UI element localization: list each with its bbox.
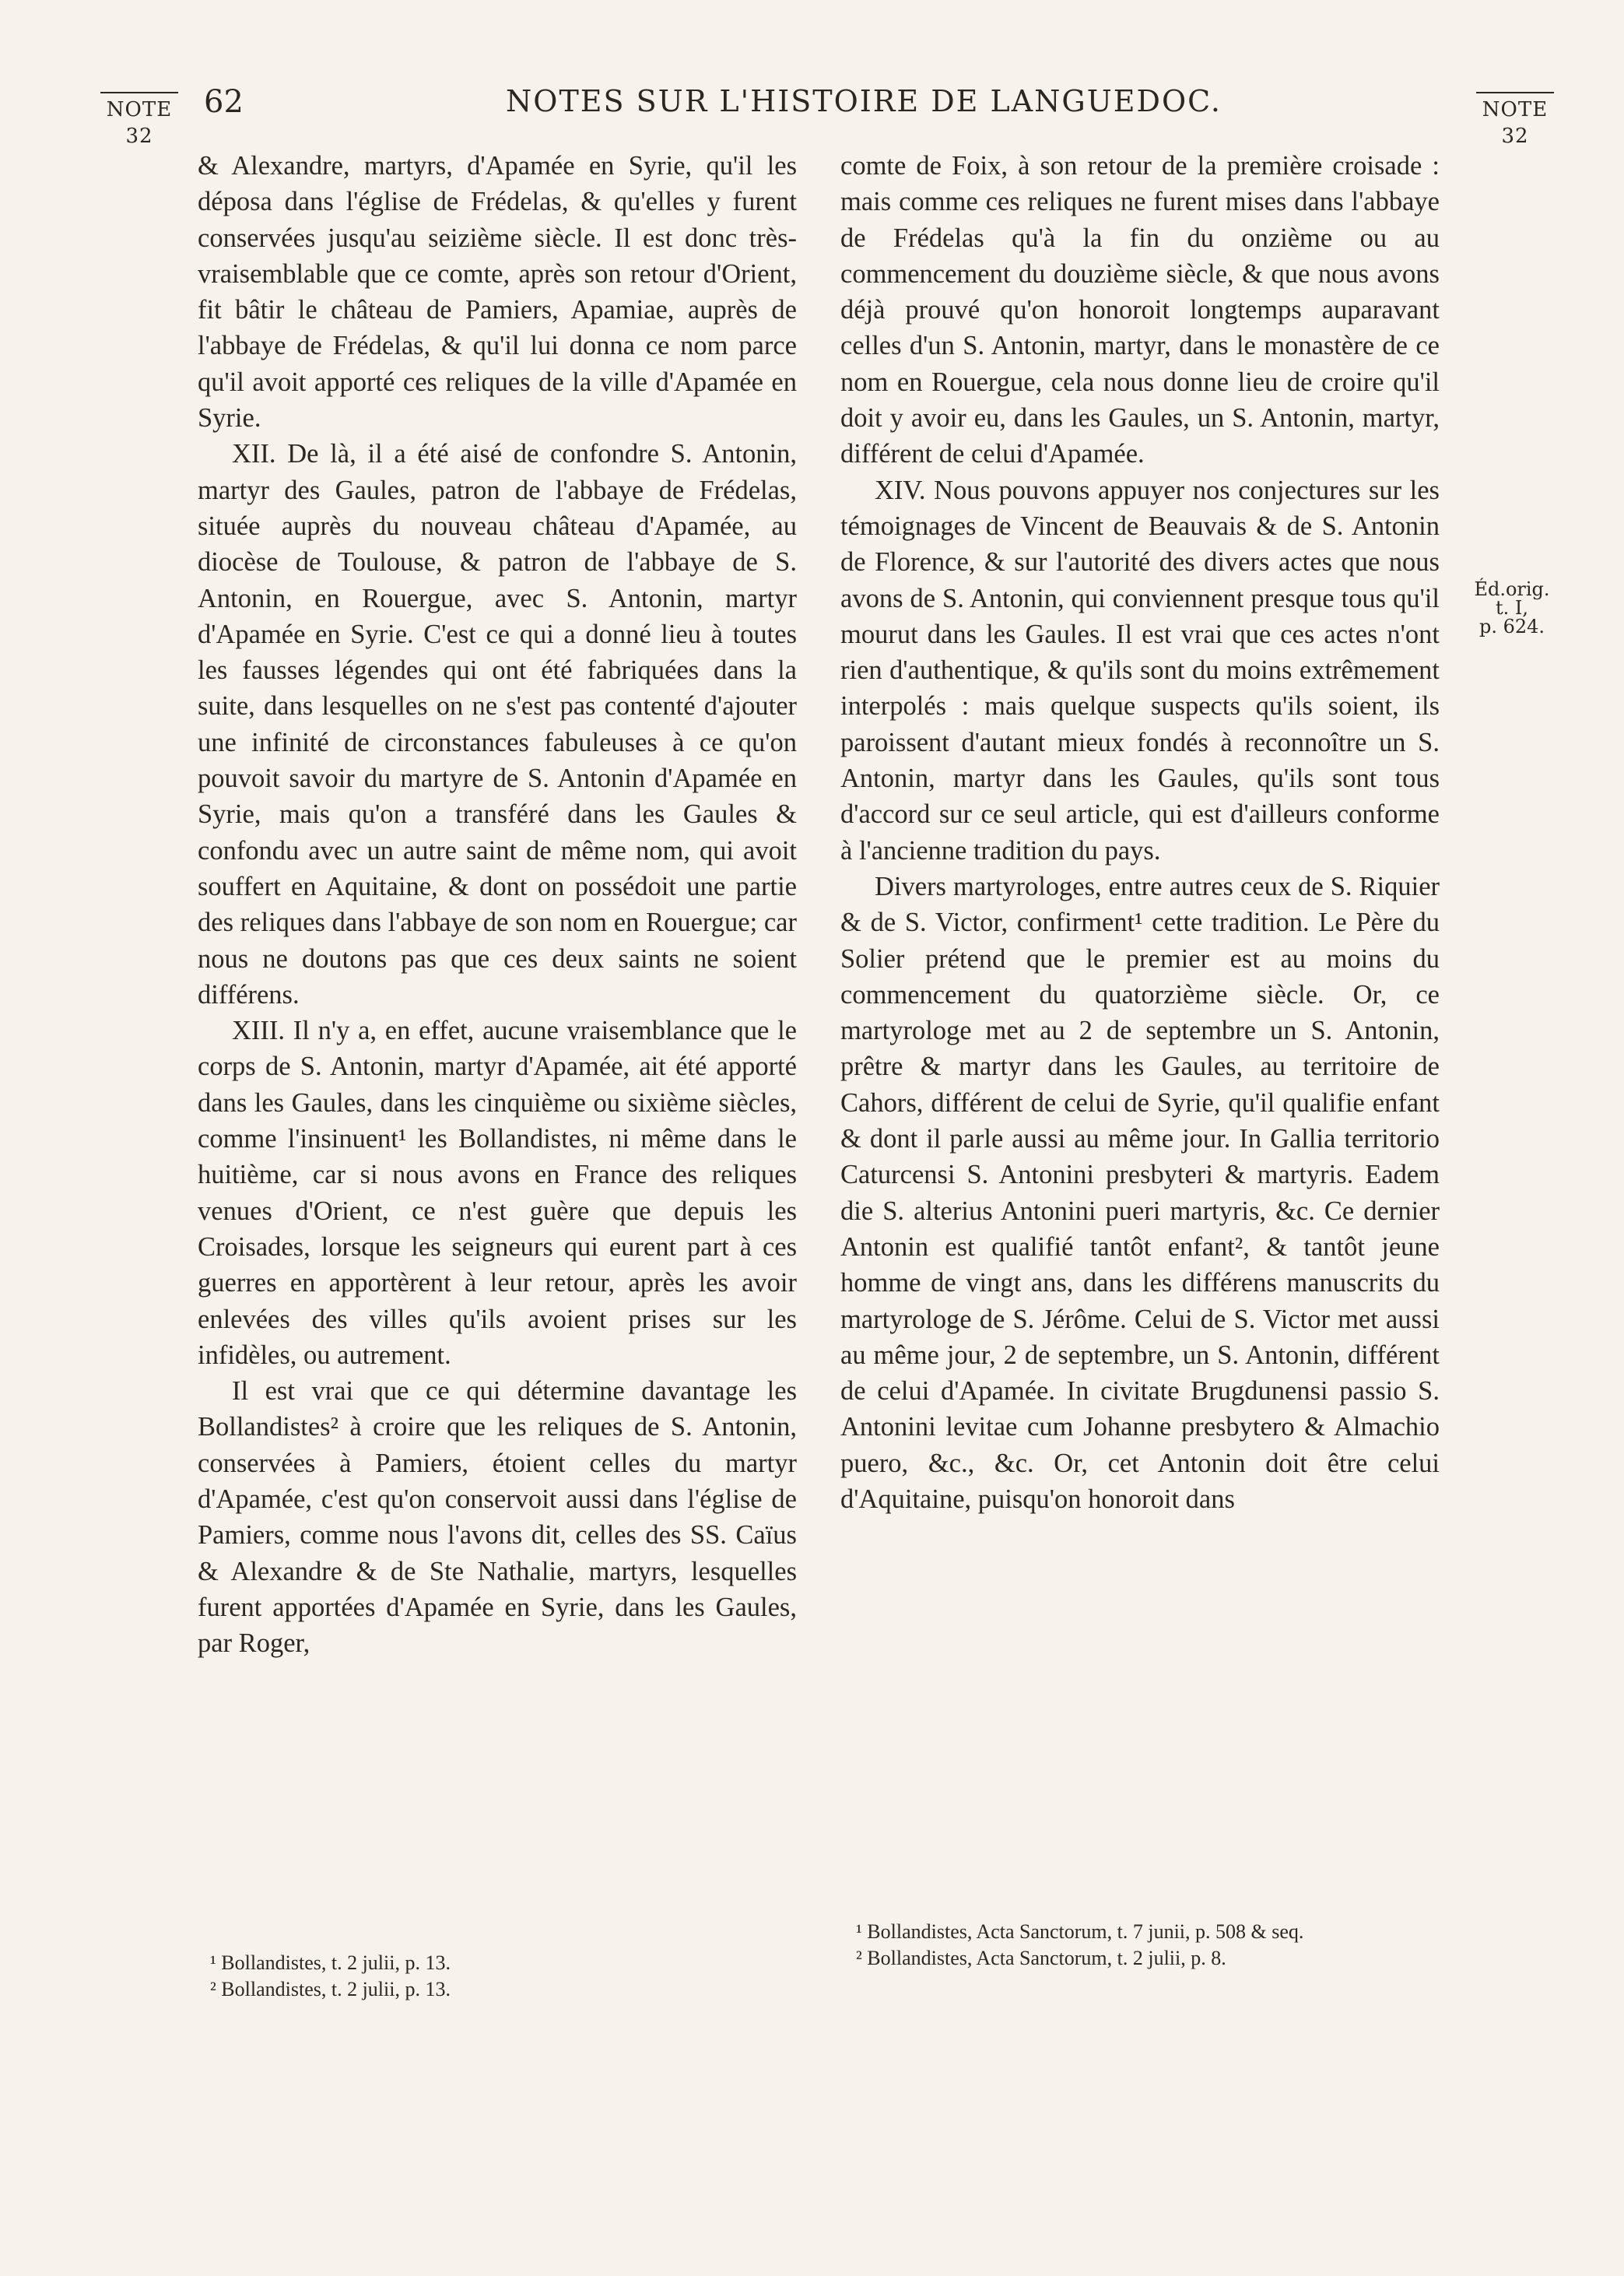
margin-line: Éd.orig.	[1474, 578, 1550, 600]
paragraph-section-xiv: XIV. Nous pouvons appuyer nos conjectures sur les témoignages de Vincent de Beauvais & de S. Antonin de Florence, & sur l'autorité des divers actes que nous avons de S. Antonin, qui conviennent presque tous qu'il mourut dans les Gaules. Il est vrai que ces actes n'ont rien d'authentique, & qu'ils sont du moins extrêmement interpolés : mais quelque suspects qu'ils soient, ils paroissent d'autant mieux fondés à reconnoître un S. Antonin, martyr dans les Gaules, qu'ils sont tous d'accord sur ce seul article, qui est d'ailleurs conforme à l'ancienne tradition du pays.	[840, 475, 1440, 866]
paragraph: Divers martyrologes, entre autres ceux de S. Riquier & de S. Victor, confirment¹ cette tradition. Le Père du Solier prétend que le premier est au moins du commencement du quatorzième siècle. Or, ce martyrologe met au 2 de septembre un S. Antonin, prêtre & martyr dans les Gaules, au territoire de Cahors, différent de celui de Syrie, qu'il qualifie enfant & dont il parle aussi au même jour. In Gallia territorio Caturcensi S. Antonini presbyteri & martyris. Eadem die S. alterius Antonini pueri martyris, &c. Ce dernier Antonin est qualifié tantôt enfant², & tantôt jeune homme de vingt ans, dans les différens manuscrits du martyrologe de S. Jérôme. Celui de S. Victor met aussi au même jour, 2 de septembre, un S. Antonin, différent de celui d'Apamée. In civitate Brugdunensi passio S. Antonini levitae cum Johanne presbytero & Almachio puero, &c., &c. Or, cet Antonin doit être celui d'Aquitaine, puisqu'on honoroit dans	[840, 871, 1440, 1514]
footnotes-right	[856, 1919, 1447, 1972]
page-number: 62	[204, 84, 244, 120]
footnotes-left	[210, 1950, 646, 2003]
note-rule	[1476, 92, 1554, 93]
footnote: ² Bollandistes, t. 2 julii, p. 13.	[210, 1978, 451, 2000]
margin-line: p. 624.	[1478, 616, 1545, 637]
note-number: 32	[125, 125, 153, 148]
note-rule	[100, 92, 178, 93]
paragraph: comte de Foix, à son retour de la première croisade : mais comme ces reliques ne furent mises dans l'abbaye de Frédelas qu'à la fin du onzième ou au commencement du douzième siècle, & que nous avons déjà prouvé qu'on honoroit longtemps auparavant celles d'un S. Antonin, martyr, dans le monastère de ce nom en Rouergue, cela nous donne lieu de croire qu'il doit y avoir eu, dans les Gaules, un S. Antonin, martyr, différent de celui d'Apamée.	[840, 151, 1440, 469]
note-label-right	[1472, 92, 1558, 149]
note-label-left	[96, 92, 182, 149]
paragraph-section-xiii: XIII. Il n'y a, en effet, aucune vraisemblance que le corps de S. Antonin, martyr d'Apamée, ait été apporté dans les Gaules, dans les cinquième ou sixième siècles, comme l'insinuent¹ les Bollandistes, ni même dans le huitième, car si nous avons en France des reliques venues d'Orient, ce n'est guère que depuis les Croisades, lorsque les seigneurs qui eurent part à ces guerres en apportèrent à leur retour, après les avoir enlevées des villes qu'ils avoient prises sur les infidèles, ou autrement.	[198, 1016, 797, 1370]
note-word: NOTE	[1482, 98, 1549, 121]
note-word: NOTE	[106, 98, 173, 121]
margin-line: t. I,	[1495, 597, 1528, 619]
paragraph-section-xii: XII. De là, il a été aisé de confondre S. Antonin, martyr des Gaules, patron de l'abbaye de Frédelas, située auprès du nouveau château d'Apamée, au diocèse de Toulouse, & patron de l'abbaye de S. Antonin, en Rouergue, avec S. Antonin, martyr d'Apamée en Syrie. C'est ce qui a donné lieu à toutes les fausses légendes qui ont été fabriquées dans la suite, dans lesquelles on ne s'est pas contenté d'ajouter une infinité de circonstances fabuleuses à ce qu'on pouvoit savoir du martyre de S. Antonin d'Apamée en Syrie, mais qu'on a transféré dans les Gaules & confondu avec un autre saint de même nom, qui avoit souffert en Aquitaine, & dont on possédoit une partie des reliques dans l'abbaye de son nom en Rouergue; car nous ne doutons pas que ces deux saints ne soient différens.	[198, 439, 797, 1010]
note-number: 32	[1501, 125, 1529, 148]
running-title: NOTES SUR L'HISTOIRE DE LANGUEDOC.	[506, 84, 1222, 118]
right-column	[840, 148, 1440, 1517]
paragraph: & Alexandre, martyrs, d'Apamée en Syrie, qu'il les déposa dans l'église de Frédelas, & qu'elles y furent conservées jusqu'au seizième siècle. Il est donc très-vraisemblable que ce comte, après son retour d'Orient, fit bâtir le château de Pamiers, Apamiae, auprès de l'abbaye de Frédelas, & qu'il lui donna ce nom parce qu'il avoit apporté ces reliques de la ville d'Apamée en Syrie.	[198, 151, 797, 434]
paragraph: Il est vrai que ce qui détermine davantage les Bollandistes² à croire que les reliques de S. Antonin, conservées à Pamiers, étoient celles du martyr d'Apamée, c'est qu'on conservoit aussi dans l'église de Pamiers, comme nous l'avons dit, celles des SS. Caïus & Alexandre & de Ste Nathalie, martyrs, lesquelles furent apportées d'Apamée en Syrie, dans les Gaules, par Roger,	[198, 1376, 797, 1659]
footnote: ¹ Bollandistes, t. 2 julii, p. 13.	[210, 1951, 451, 1974]
margin-reference	[1461, 580, 1563, 636]
footnote: ¹ Bollandistes, Acta Sanctorum, t. 7 junii, p. 508 & seq.	[856, 1920, 1304, 1943]
left-column	[198, 148, 797, 1661]
footnote: ² Bollandistes, Acta Sanctorum, t. 2 julii, p. 8.	[856, 1947, 1226, 1969]
